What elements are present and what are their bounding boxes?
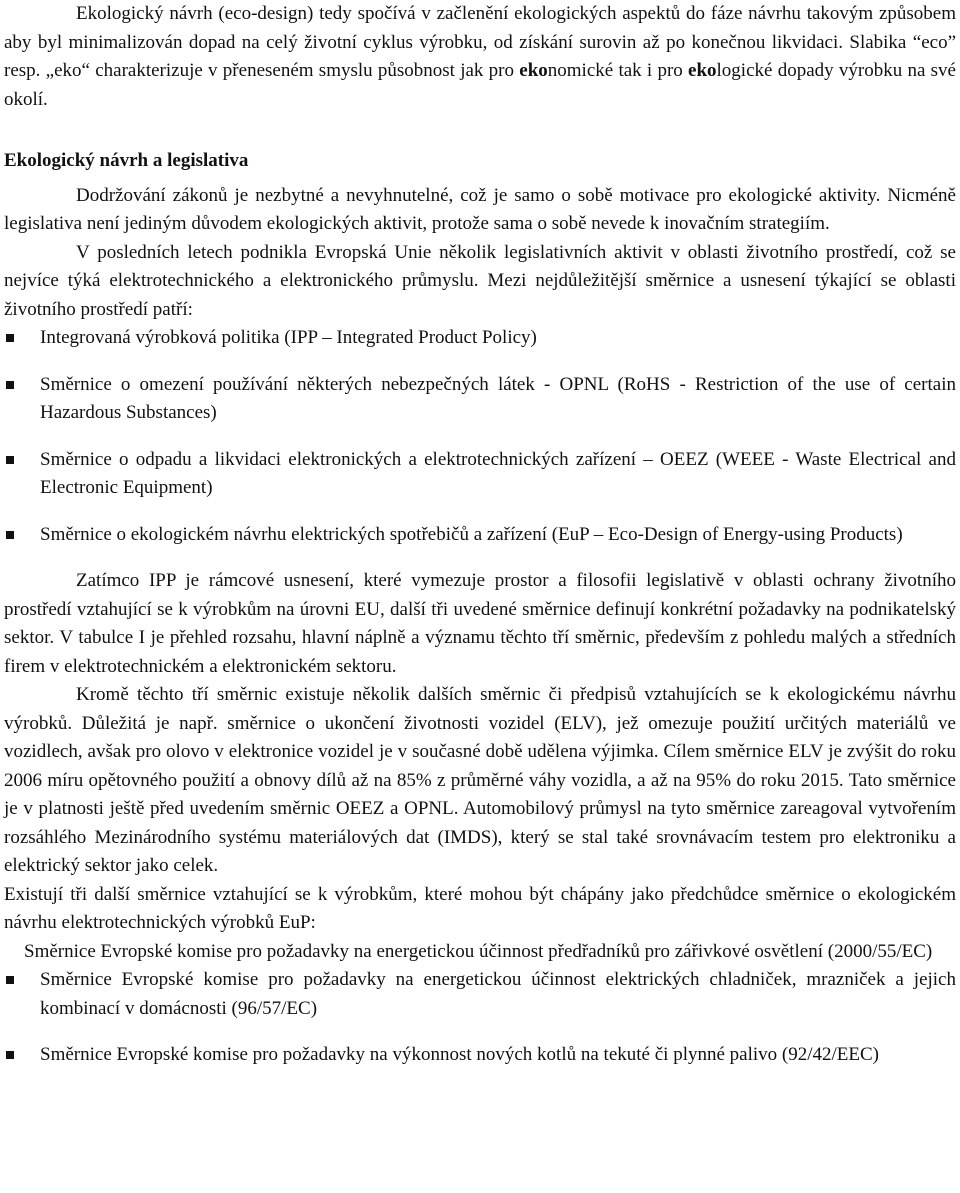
list-item-text: Směrnice Evropské komise pro požadavky na energetickou účinnost elektrických chladniček, mrazniček a jejich kombinací v domácnosti (96/57/EC) [40, 969, 956, 1019]
intro-bold-eko-1: eko [519, 60, 548, 81]
list-item [4, 521, 956, 550]
energy-directives-list [4, 966, 956, 1070]
list-item [4, 324, 956, 353]
section-heading: Ekologický návrh a legislativa [4, 150, 249, 171]
square-bullet-icon [6, 381, 14, 389]
document-page [4, 0, 956, 1070]
intro-paragraph [4, 0, 956, 114]
square-bullet-icon [6, 1051, 14, 1059]
list-item-text: Integrovaná výrobková politika (IPP – Integrated Product Policy) [40, 327, 537, 348]
list-item [4, 966, 956, 1023]
square-bullet-icon [6, 334, 14, 342]
square-bullet-icon [6, 976, 14, 984]
list-item [4, 371, 956, 428]
intro-bold-eko-2: eko [688, 60, 717, 81]
list-item-text: Směrnice Evropské komise pro požadavky na výkonnost nových kotlů na tekuté či plynné palivo (92/42/EEC) [40, 1044, 879, 1065]
paragraph-ballast-directive: Směrnice Evropské komise pro požadavky na energetickou účinnost předřadníků pro zářivkové osvětlení (2000/55/EC) [24, 940, 933, 962]
paragraph-elv: Kromě těchto tří směrnic existuje několik dalších směrnic či předpisů vztahujících se k ekologickému návrhu výrobků. Důležitá je např. směrnice o ukončení životnosti vozidel (ELV), jež omezuje použití určitých materiálů ve vozidlech, avšak pro olovo v elektronice vozidel je v současné době udělena výjimka. Cílem směrnice ELV je zvýšit do roku 2006 míru opětovného použití a obnovy dílů až na 85% z průměrné váhy vozidla, a až na 95% do roku 2015. Tato směrnice je v platnosti ještě před uvedením směrnic OEEZ a OPNL. Automobilový průmysl na tyto směrnice zareagoval vytvořením rozsáhlého Mezinárodního systému materiálových dat (IMDS), který se stal také srovnávacím testem pro elektroniku a elektrický sektor jako celek. [4, 684, 956, 876]
paragraph-eu-activities: V posledních letech podnikla Evropská Unie několik legislativních aktivit v oblasti životního prostředí, což se nejvíce týká elektrotechnického a elektronického průmyslu. Mezi nejdůležitější směrnice a usnesení týkající se oblasti životního prostředí patří: [4, 241, 956, 320]
list-item [4, 1041, 956, 1070]
directives-list [4, 324, 956, 549]
paragraph-ipp: Zatímco IPP je rámcové usnesení, které vymezuje prostor a filosofii legislativě v oblasti ochrany životního prostředí vztahující se k výrobkům na úrovni EU, další tři uvedené směrnice definují konkrétní požadavky na podnikatelský sektor. V tabulce I je přehled rozsahu, hlavní náplně a významu těchto tří směrnic, především z pohledu malých a středních firem v elektrotechnickém a elektronickém sektoru. [4, 570, 956, 677]
list-item-text: Směrnice o omezení používání některých nebezpečných látek - OPNL (RoHS - Restriction of the use of certain Hazardous Substances) [40, 373, 956, 423]
intro-text-mid: nomické tak i pro [547, 60, 689, 81]
intro-text-end: logické dopady výrobku na své okolí. [4, 60, 956, 110]
paragraph-laws: Dodržování zákonů je nezbytné a nevyhnutelné, což je samo o sobě motivace pro ekologické aktivity. Nicméně legislativa není jediným důvodem ekologických aktivit, protože sama o sobě nevede k inovačním strategiím. [4, 184, 956, 234]
square-bullet-icon [6, 456, 14, 464]
intro-text-start: Ekologický návrh (eco-design) tedy spočívá v začlenění ekologických aspektů do fáze návrhu takovým způsobem aby byl minimalizován dopad na celý životní cyklus výrobku, od získání surovin až po konečnou likvidaci. Slabika “eco” resp. „eko“ charakterizuje v přeneseném smyslu působnost jak pro [4, 3, 956, 81]
list-item-text: Směrnice o odpadu a likvidaci elektronických a elektrotechnických zařízení – OEEZ (WEEE - Waste Electrical and Electronic Equipment) [40, 448, 956, 498]
list-item [4, 446, 956, 503]
square-bullet-icon [6, 531, 14, 539]
list-item-text: Směrnice o ekologickém návrhu elektrických spotřebičů a zařízení (EuP – Eco-Design of Energy-using Products) [40, 523, 903, 545]
paragraph-other-directives: Existují tři další směrnice vztahující se k výrobkům, které mohou být chápány jako předchůdce směrnice o ekologickém návrhu elektrotechnických výrobků EuP: [4, 883, 956, 933]
